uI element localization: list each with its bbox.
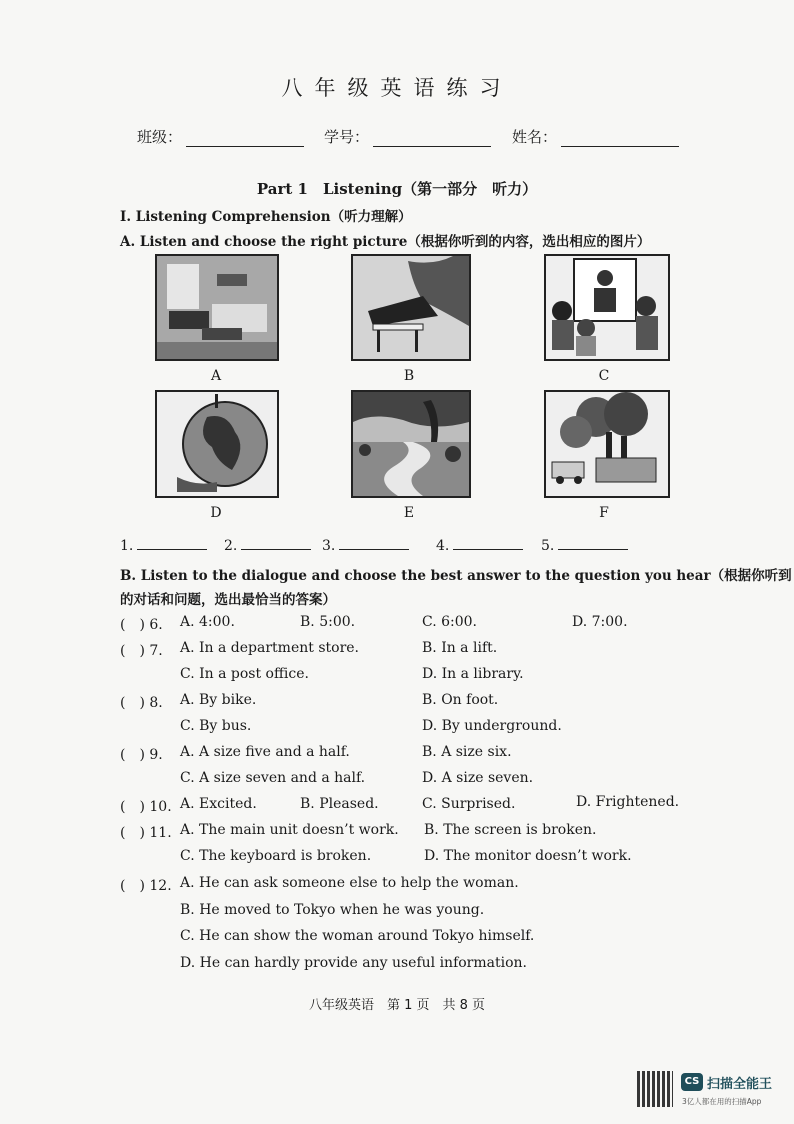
qr-code-icon [637, 1071, 673, 1107]
earth-icon [157, 392, 277, 496]
blank-number: 4. [436, 538, 450, 554]
q7-option-d: D. In a library. [422, 666, 524, 682]
q7-option-a: A. In a department store. [180, 640, 359, 656]
picture-b-piano-fire [351, 254, 471, 361]
student-id-label: 学号： [324, 128, 370, 146]
question-11-number: ( ) 11. [120, 825, 172, 841]
answer-blank-3 [322, 537, 409, 554]
q11-option-a: A. The main unit doesn’t work. [180, 822, 399, 838]
student-id-line [373, 132, 491, 147]
q10-option-b: B. Pleased. [300, 796, 379, 812]
q10-option-a: A. Excited. [180, 796, 257, 812]
q8-option-c: C. By bus. [180, 718, 252, 734]
answer-blank-1 [120, 537, 207, 554]
q8-option-b: B. On foot. [422, 692, 499, 708]
section-heading-b-cont: 的对话和问题，选出最恰当的答案） [120, 592, 336, 608]
page-footer: 八年级英语 第 1 页 共 8 页 [308, 998, 486, 1013]
blank-line[interactable] [339, 537, 409, 550]
q6-option-c: C. 6:00. [422, 614, 478, 630]
section-heading-i: I. Listening Comprehension（听力理解） [120, 209, 412, 225]
q6-option-a: A. 4:00. [180, 614, 235, 630]
class-field [137, 126, 304, 147]
picture-c-video-meeting [544, 254, 670, 361]
q9-option-d: D. A size seven. [422, 770, 534, 786]
q11-option-c: C. The keyboard is broken. [180, 848, 372, 864]
camscanner-logo-icon: CS [681, 1073, 703, 1091]
name-line [561, 132, 679, 147]
q11-option-b: B. The screen is broken. [424, 822, 597, 838]
blank-number: 5. [541, 538, 555, 554]
section-heading-a: A. Listen and choose the right picture（根据你听到的内容，选出相应的图片） [120, 234, 651, 250]
q8-option-a: A. By bike. [180, 692, 257, 708]
question-6-number: ( ) 6. [120, 617, 163, 633]
name-field [512, 126, 679, 147]
student-id-field [324, 126, 491, 147]
q9-option-a: A. A size five and a half. [180, 744, 350, 760]
q10-option-c: C. Surprised. [422, 796, 516, 812]
piano-fire-icon [353, 256, 469, 359]
q12-option-b: B. He moved to Tokyo when he was young. [180, 902, 485, 918]
q9-option-b: B. A size six. [422, 744, 512, 760]
class-line [186, 132, 304, 147]
picture-label-e: E [403, 505, 415, 521]
picture-e-smoky-road [351, 390, 471, 498]
question-9-number: ( ) 9. [120, 747, 163, 763]
blank-line[interactable] [453, 537, 523, 550]
blank-line[interactable] [558, 537, 628, 550]
living-room-icon [157, 256, 277, 359]
blank-line[interactable] [137, 537, 207, 550]
q10-option-d: D. Frightened. [576, 794, 680, 810]
q11-option-d: D. The monitor doesn’t work. [424, 848, 632, 864]
answer-blank-5 [541, 537, 628, 554]
part-heading: Part 1 Listening（第一部分 听力） [256, 180, 538, 198]
question-7-number: ( ) 7. [120, 643, 163, 659]
picture-d-melting-earth [155, 390, 279, 498]
picture-label-b: B [403, 368, 415, 384]
answer-blank-2 [224, 537, 311, 554]
q6-option-d: D. 7:00. [572, 614, 628, 630]
question-8-number: ( ) 8. [120, 695, 163, 711]
q12-option-a: A. He can ask someone else to help the woman. [180, 875, 519, 891]
blank-number: 3. [322, 538, 336, 554]
page-title: 八年级英语练习 [281, 76, 513, 100]
q8-option-d: D. By underground. [422, 718, 562, 734]
picture-label-f: F [599, 505, 609, 521]
q12-option-c: C. He can show the woman around Tokyo himself. [180, 928, 535, 944]
section-heading-b: B. Listen to the dialogue and choose the best answer to the question you hear（根据你听到 [120, 568, 792, 584]
answer-blank-4 [436, 537, 523, 554]
video-meeting-icon [546, 256, 668, 359]
watermark-tagline: 3亿人都在用的扫描App [682, 1097, 762, 1106]
q9-option-c: C. A size seven and a half. [180, 770, 366, 786]
q7-option-b: B. In a lift. [422, 640, 498, 656]
blank-line[interactable] [241, 537, 311, 550]
class-label: 班级： [137, 128, 183, 146]
q7-option-c: C. In a post office. [180, 666, 309, 682]
question-10-number: ( ) 10. [120, 799, 172, 815]
picture-a-living-room [155, 254, 279, 361]
picture-label-d: D [210, 505, 222, 521]
name-label: 姓名： [512, 128, 558, 146]
q6-option-b: B. 5:00. [300, 614, 356, 630]
question-12-number: ( ) 12. [120, 878, 172, 894]
smoky-road-icon [353, 392, 469, 496]
blank-number: 1. [120, 538, 134, 554]
picture-label-c: C [598, 368, 610, 384]
picture-f-factory-pollution [544, 390, 670, 498]
blank-number: 2. [224, 538, 238, 554]
watermark-name: 扫描全能王 [707, 1077, 773, 1092]
picture-label-a: A [210, 368, 222, 384]
factory-pollution-icon [546, 392, 668, 496]
q12-option-d: D. He can hardly provide any useful information. [180, 955, 527, 971]
